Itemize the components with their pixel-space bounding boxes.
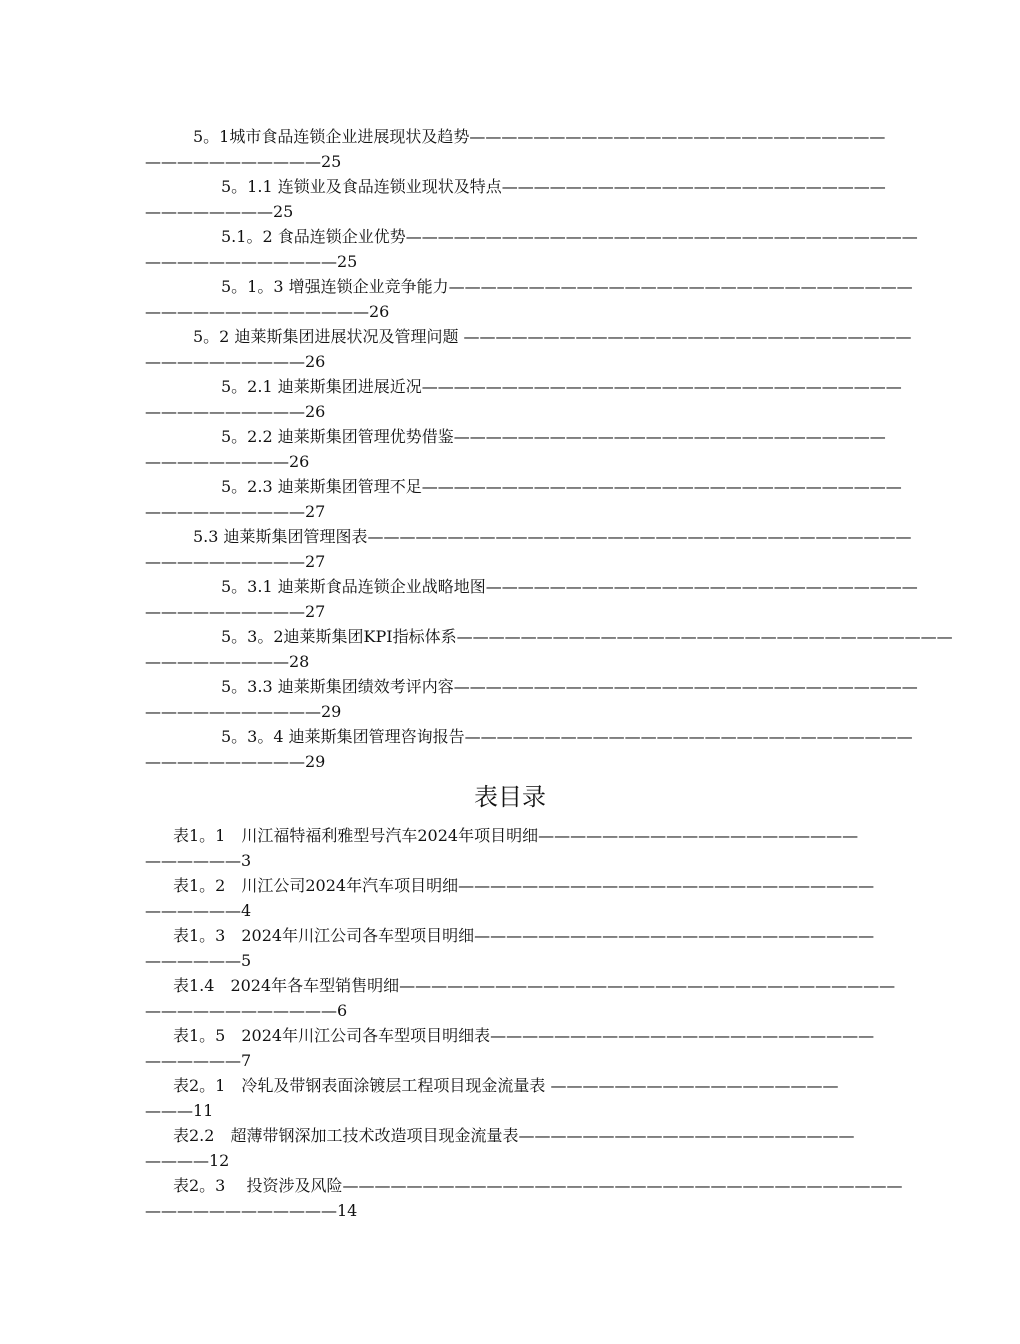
toc-entry[interactable]: [145, 324, 912, 374]
toc-entry-page: ————————————25: [145, 252, 358, 271]
table-list-entry-page: ————————————14: [145, 1201, 358, 1220]
toc-entry-page: —————————28: [145, 652, 310, 671]
toc-entry[interactable]: [145, 374, 902, 424]
table-list-entry-page: ——————4: [145, 901, 252, 920]
toc-entry[interactable]: [145, 674, 918, 724]
toc-entry-page: ——————————29: [145, 752, 326, 771]
toc-entry-page: ——————————26: [145, 402, 326, 421]
toc-entry[interactable]: [145, 574, 918, 624]
table-list-entry-text: 表1。1 川江福特福利雅型号汽车2024年项目明细————————————————————: [173, 826, 859, 845]
table-list-entry-text: 表1.4 2024年各车型销售明细———————————————————————————————: [173, 976, 896, 995]
table-list-entry[interactable]: [145, 873, 879, 923]
toc-entry-page: ————————25: [145, 202, 294, 221]
toc-entry-text: 5。3。2迪莱斯集团KPI指标体系———————————————————————————————: [221, 627, 953, 646]
toc-entry-text: 5.3 迪莱斯集团管理图表——————————————————————————————————: [193, 527, 912, 546]
toc-entry[interactable]: [145, 524, 912, 574]
table-list-entry[interactable]: [145, 1023, 879, 1073]
toc-entry-page: —————————26: [145, 452, 310, 471]
toc-entry-text: 5.1。2 食品连锁企业优势————————————————————————————————: [221, 227, 918, 246]
toc-entry[interactable]: [145, 474, 902, 524]
toc-entry-page: ——————————26: [145, 352, 326, 371]
toc-entry[interactable]: [145, 124, 886, 174]
table-list-entry-page: ———11: [145, 1101, 214, 1120]
toc-entry-page: ——————————27: [145, 602, 326, 621]
table-list-entry-page: ——————7: [145, 1051, 252, 1070]
toc-entry-page: ———————————29: [145, 702, 342, 721]
toc-entry-page: ———————————25: [145, 152, 342, 171]
toc-entry-text: 5。2.3 迪莱斯集团管理不足——————————————————————————————: [221, 477, 902, 496]
toc-entry[interactable]: [145, 624, 953, 674]
toc-entry[interactable]: [145, 724, 913, 774]
table-list-entry[interactable]: [145, 973, 896, 1023]
table-list-entry-text: 表1。5 2024年川江公司各车型项目明细表————————————————————————: [173, 1026, 875, 1045]
toc-entry-text: 5。3.1 迪莱斯食品连锁企业战略地图———————————————————————————: [221, 577, 918, 596]
table-list-entry-page: ——————3: [145, 851, 252, 870]
toc-entry-text: 5。3。4 迪莱斯集团管理咨询报告————————————————————————————: [221, 727, 913, 746]
table-list-entry[interactable]: [145, 1123, 879, 1173]
table-list-entry-text: 表2。3 投资涉及风险———————————————————————————————————: [173, 1176, 903, 1195]
table-list-entry-text: 表2。1 冷轧及带钢表面涂镀层工程项目现金流量表 ——————————————————: [173, 1076, 839, 1095]
table-list-entry[interactable]: [145, 923, 879, 973]
table-list-entry-page: ————————————6: [145, 1001, 348, 1020]
toc-entry-text: 5。1.1 连锁业及食品连锁业现状及特点————————————————————————: [221, 177, 886, 196]
toc-entry-page: ——————————27: [145, 502, 326, 521]
toc-entry[interactable]: [145, 274, 913, 324]
table-list-entry[interactable]: [145, 1173, 903, 1223]
toc-entry-text: 5。2.2 迪莱斯集团管理优势借鉴———————————————————————————: [221, 427, 886, 446]
toc-entry-text: 5。3.3 迪莱斯集团绩效考评内容—————————————————————————————: [221, 677, 918, 696]
table-list-entry-text: 表2.2 超薄带钢深加工技术改造项目现金流量表—————————————————————: [173, 1126, 855, 1145]
toc-entry-page: ——————————————26: [145, 302, 390, 321]
table-list-entry-page: ————12: [145, 1151, 230, 1170]
toc-entry-text: 5。2 迪莱斯集团进展状况及管理问题 ————————————————————————————: [193, 327, 912, 346]
toc-entry[interactable]: [145, 224, 918, 274]
toc-entry-text: 5。1城市食品连锁企业进展现状及趋势——————————————————————————: [193, 127, 886, 146]
toc-entry-page: ——————————27: [145, 552, 326, 571]
toc-entry[interactable]: [145, 174, 886, 224]
table-list-entry[interactable]: [145, 823, 879, 873]
table-list-heading: 表目录: [474, 783, 546, 811]
table-list-entry-page: ——————5: [145, 951, 252, 970]
table-list-entry-text: 表1。2 川江公司2024年汽车项目明细——————————————————————————: [173, 876, 875, 895]
toc-entry[interactable]: [145, 424, 886, 474]
table-list-entry[interactable]: [145, 1073, 879, 1123]
toc-entry-text: 5。1。3 增强连锁企业竞争能力—————————————————————————————: [221, 277, 913, 296]
toc-entry-text: 5。2.1 迪莱斯集团进展近况——————————————————————————————: [221, 377, 902, 396]
table-list-entry-text: 表1。3 2024年川江公司各车型项目明细—————————————————————————: [173, 926, 875, 945]
